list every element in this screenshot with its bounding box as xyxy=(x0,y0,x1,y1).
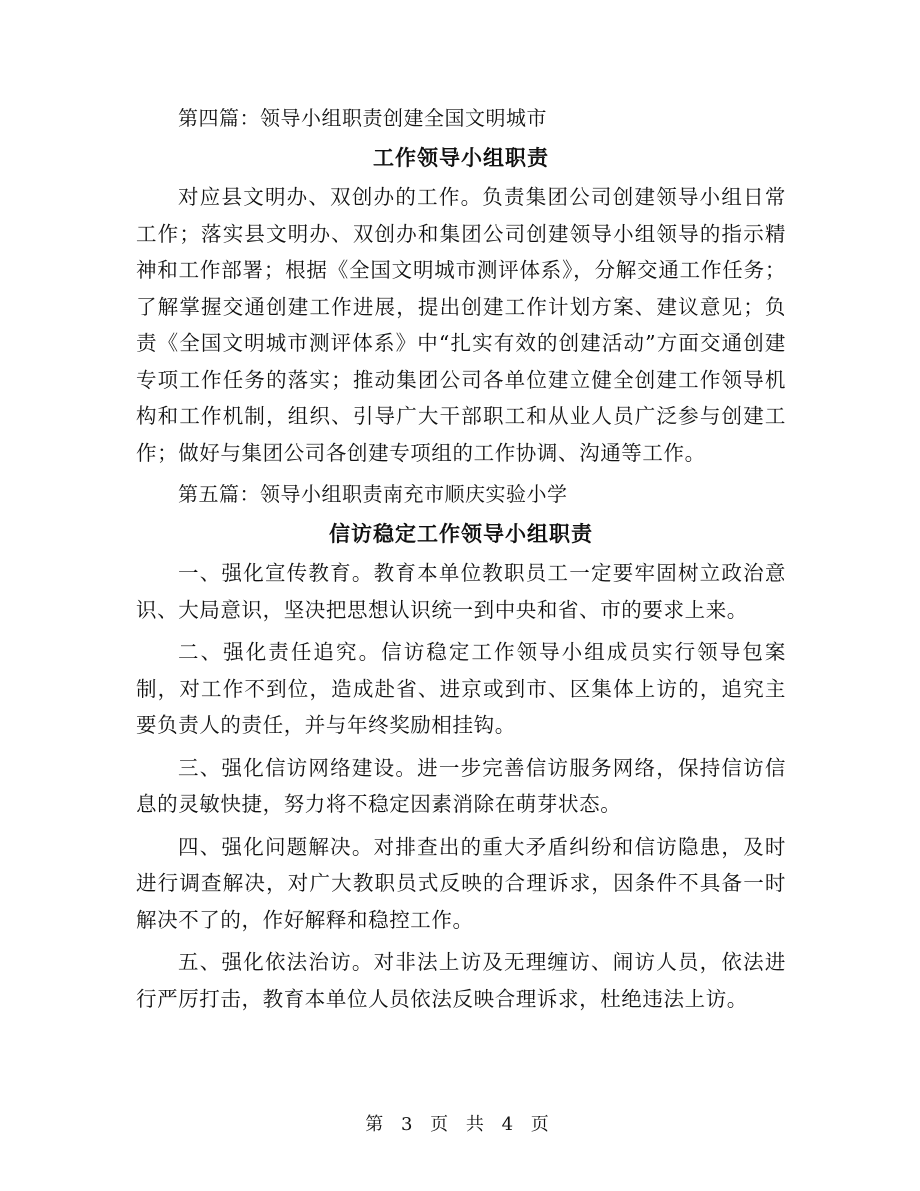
document-body xyxy=(136,103,786,1023)
list-item-problem-solving: 四、强化问题解决。对排查出的重大矛盾纠纷和信访隐患，及时进行调查解决，对广大教职员式反映的合理诉求，因条件不具备一时解决不了的，作好解释和稳控工作。 xyxy=(136,834,786,932)
paragraph-civilization-duties: 对应县文明办、双创办的工作。负责集团公司创建领导小组日常工作；落实县文明办、双创办和集团公司创建领导小组领导的指示精神和工作部署；根据《全国文明城市测评体系》，分解交通工作任务；了解掌握交通创建工作进展，提出创建工作计划方案、建议意见；负责《全国文明城市测评体系》中“扎实有效的创建活动”方面交通创建专项工作任务的落实；推动集团公司各单位建立健全创建工作领导机构和工作机制，组织、引导广大干部职工和从业人员广泛参与创建工作；做好与集团公司各创建专项组的工作协调、沟通等工作。 xyxy=(136,185,786,465)
list-item-petition-network: 三、强化信访网络建设。进一步完善信访服务网络，保持信访信息的灵敏快捷，努力将不稳定因素消除在萌芽状态。 xyxy=(136,755,786,816)
heading-petition-stability: 信访稳定工作领导小组职责 xyxy=(329,521,593,546)
page-number: 第 3 页 共 4 页 xyxy=(365,1114,555,1135)
section-4-title: 第四篇：领导小组职责创建全国文明城市 xyxy=(178,106,547,130)
list-item-lawful-petition: 五、强化依法治访。对非法上访及无理缠访、闹访人员，依法进行严厉打击，教育本单位人员依法反映合理诉求，杜绝违法上访。 xyxy=(136,950,786,1011)
heading-work-leading-group: 工作领导小组职责 xyxy=(373,145,549,170)
list-item-publicity-education: 一、强化宣传教育。教育本单位教职员工一定要牢固树立政治意识、大局意识，坚决把思想认识统一到中央和省、市的要求上来。 xyxy=(136,561,786,622)
list-item-accountability: 二、强化责任追究。信访稳定工作领导小组成员实行领导包案制，对工作不到位，造成赴省、进京或到市、区集体上访的，追究主要负责人的责任，并与年终奖励相挂钩。 xyxy=(136,640,786,737)
section-5-title: 第五篇：领导小组职责南充市顺庆实验小学 xyxy=(178,482,568,506)
